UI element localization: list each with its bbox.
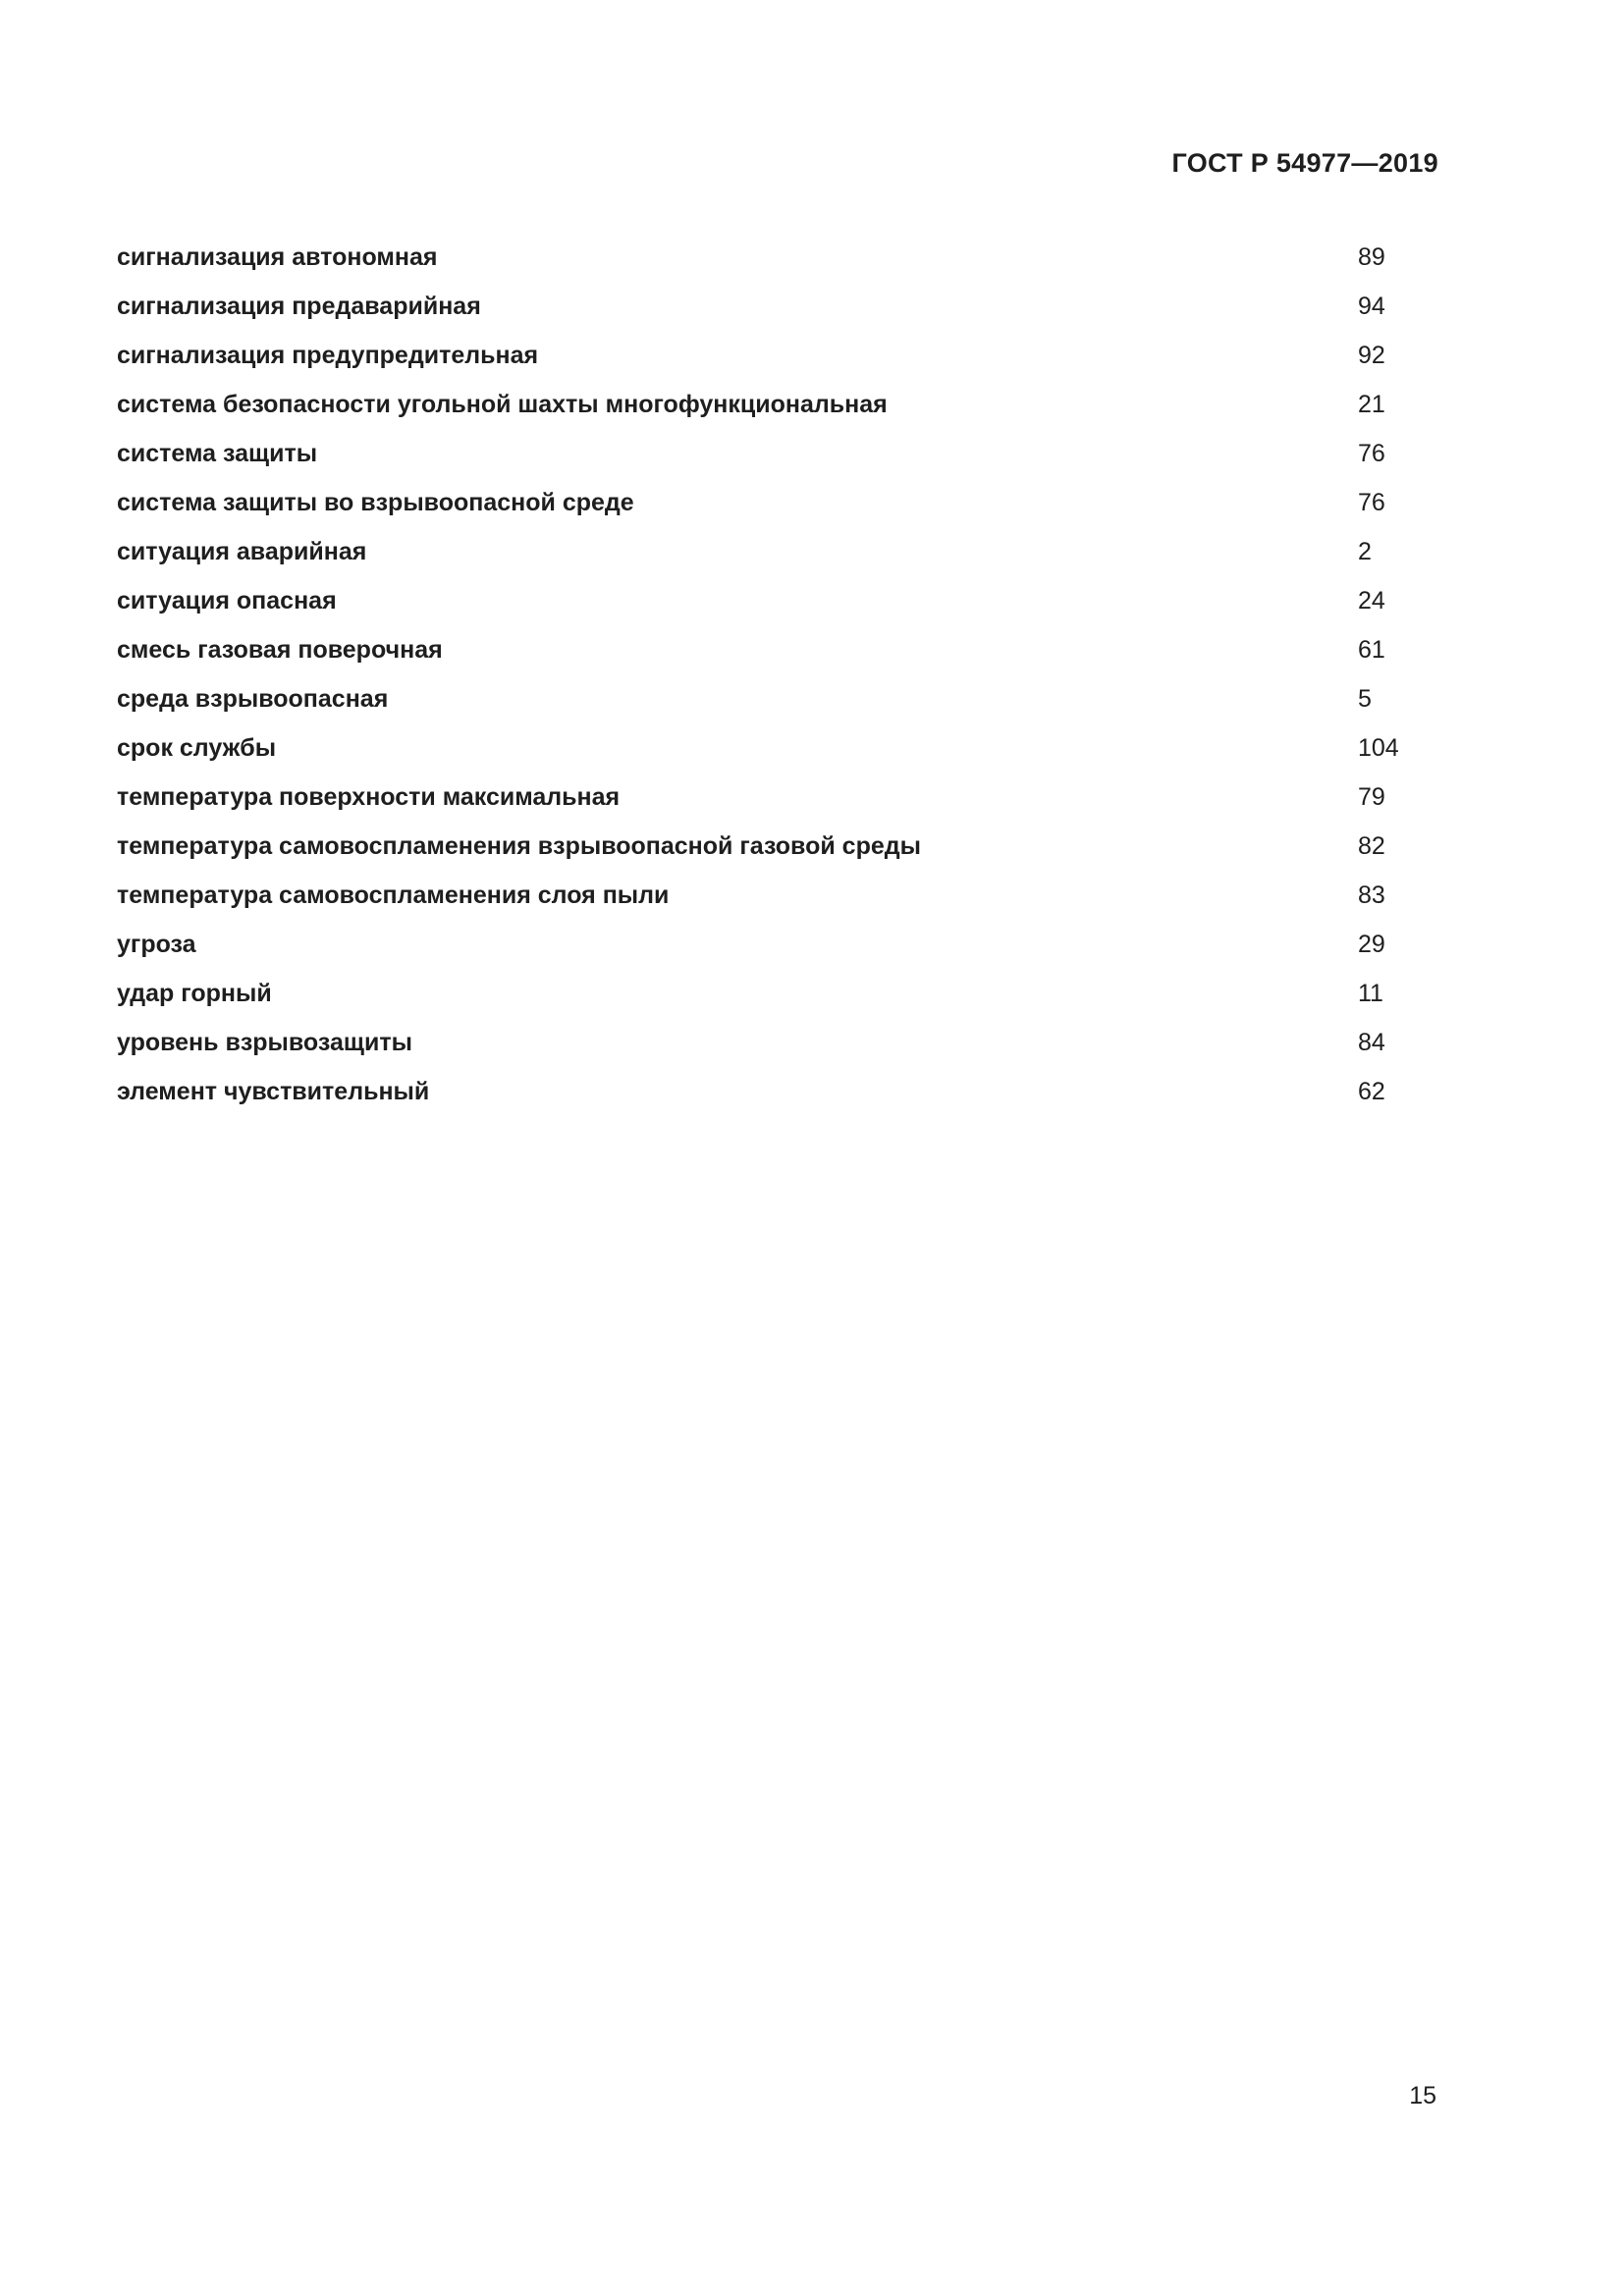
index-entry [117, 288, 1403, 337]
index-entry [117, 582, 1403, 631]
index-reference: 61 [1358, 636, 1385, 664]
index-entry [117, 680, 1403, 729]
index-entry [117, 828, 1403, 877]
index-reference: 24 [1358, 587, 1385, 614]
index-reference: 89 [1358, 243, 1385, 271]
document-code-header: ГОСТ Р 54977—2019 [1171, 148, 1438, 178]
index-term: температура самовоспламенения взрывоопасной газовой среды [117, 832, 921, 860]
index-term: уровень взрывозащиты [117, 1029, 412, 1056]
page-number: 15 [1409, 2082, 1436, 2109]
index-reference: 5 [1358, 685, 1372, 713]
index-entry [117, 533, 1403, 582]
alphabetical-index-list [117, 239, 1403, 1122]
index-term: температура поверхности максимальная [117, 783, 621, 811]
index-entry [117, 239, 1403, 288]
index-reference: 21 [1358, 391, 1385, 418]
index-entry [117, 1024, 1403, 1073]
index-term: температура самовоспламенения слоя пыли [117, 881, 670, 909]
index-reference: 83 [1358, 881, 1385, 909]
index-entry [117, 975, 1403, 1024]
index-entry [117, 1073, 1403, 1122]
index-term: сигнализация автономная [117, 243, 438, 271]
index-reference: 92 [1358, 342, 1385, 369]
index-entry [117, 926, 1403, 975]
index-reference: 104 [1358, 734, 1399, 762]
index-term: ситуация аварийная [117, 538, 367, 565]
index-term: угроза [117, 931, 196, 958]
index-reference: 79 [1358, 783, 1385, 811]
index-reference: 29 [1358, 931, 1385, 958]
index-term: срок службы [117, 734, 277, 762]
index-term: среда взрывоопасная [117, 685, 389, 713]
index-term: сигнализация предаварийная [117, 293, 481, 320]
index-reference: 11 [1358, 980, 1383, 1007]
index-entry [117, 484, 1403, 533]
index-term: смесь газовая поверочная [117, 636, 443, 664]
index-term: сигнализация предупредительная [117, 342, 539, 369]
index-entry [117, 386, 1403, 435]
index-term: удар горный [117, 980, 272, 1007]
index-term: система защиты [117, 440, 318, 467]
index-entry [117, 337, 1403, 386]
index-term: элемент чувствительный [117, 1078, 430, 1105]
index-reference: 76 [1358, 440, 1385, 467]
index-term: система безопасности угольной шахты многофункциональная [117, 391, 888, 418]
index-entry [117, 435, 1403, 484]
index-reference: 62 [1358, 1078, 1385, 1105]
index-reference: 2 [1358, 538, 1372, 565]
index-term: ситуация опасная [117, 587, 337, 614]
index-reference: 84 [1358, 1029, 1385, 1056]
index-entry [117, 778, 1403, 828]
index-entry [117, 877, 1403, 926]
index-reference: 94 [1358, 293, 1385, 320]
index-reference: 82 [1358, 832, 1385, 860]
index-entry [117, 729, 1403, 778]
index-entry [117, 631, 1403, 680]
index-term: система защиты во взрывоопасной среде [117, 489, 634, 516]
index-reference: 76 [1358, 489, 1385, 516]
